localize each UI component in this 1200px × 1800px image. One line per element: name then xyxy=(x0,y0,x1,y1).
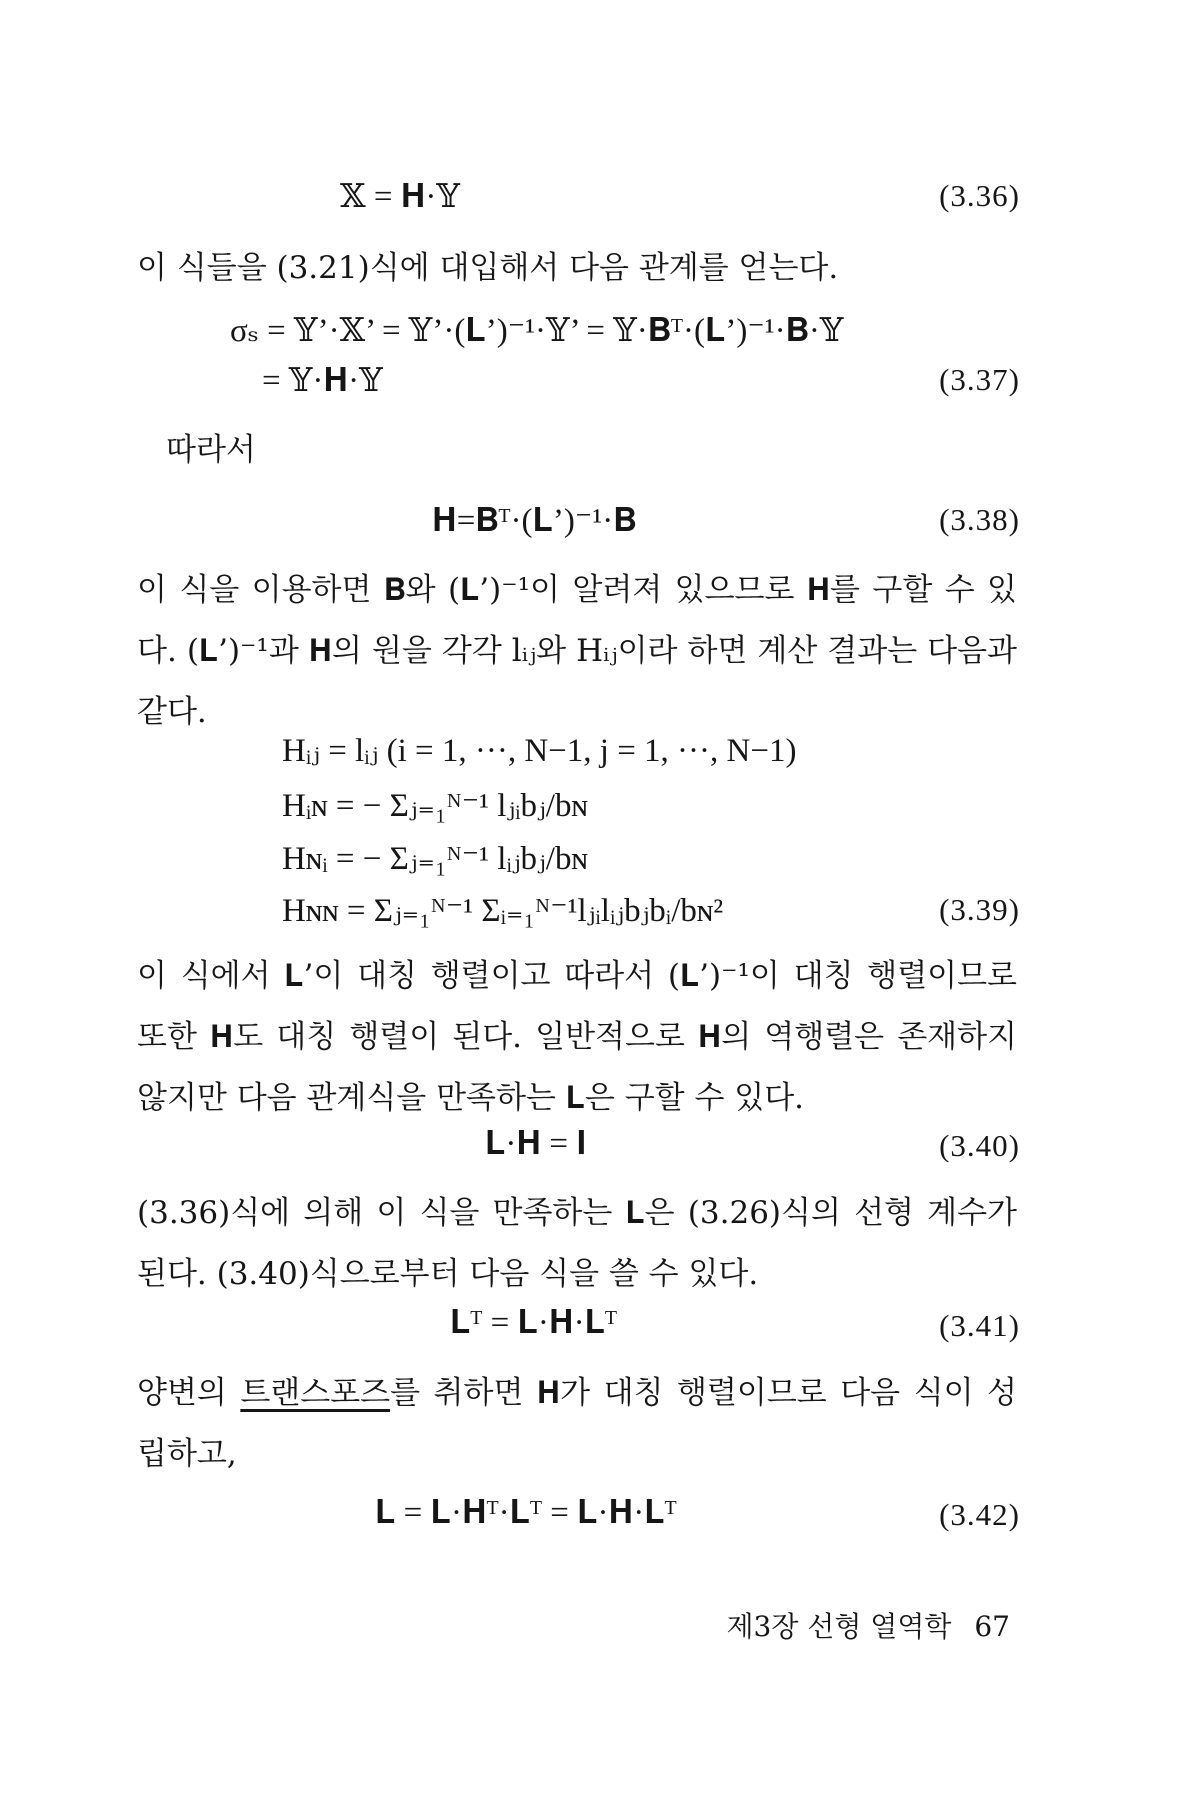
equation-3-40: 𝐋·𝐇 = 𝐈 xyxy=(485,1126,587,1162)
equation-3-39-line-3: Hɴᵢ = − Σⱼ₌₁ᴺ⁻¹ lᵢⱼbⱼ/bɴ xyxy=(282,841,588,877)
paragraph: 이 식들을 (3.21)식에 대입해서 다음 관계를 얻는다. xyxy=(137,250,839,286)
equation-number: (3.39) xyxy=(939,892,1020,927)
equation-3-36: 𝕏 = 𝐇·𝕐 xyxy=(340,179,460,215)
page-footer xyxy=(727,1605,1011,1645)
equation-3-41: 𝐋ᵀ = 𝐋·𝐇·𝐋ᵀ xyxy=(450,1305,617,1341)
equation-3-39-line-4: Hɴɴ = Σⱼ₌₁ᴺ⁻¹ Σᵢ₌₁ᴺ⁻¹lⱼᵢlᵢⱼbⱼbᵢ/bɴ² xyxy=(282,893,724,929)
paragraph: (3.36)식에 의해 이 식을 만족하는 𝐋은 (3.26)식의 선형 계수가 된다. (3.40)식으로부터 다음 식을 쓸 수 있다. xyxy=(137,1195,1017,1292)
paragraph: 이 식에서 𝐋’이 대칭 행렬이고 따라서 (𝐋’)⁻¹이 대칭 행렬이므로 또한 𝐇도 대칭 행렬이 된다. 일반적으로 𝐇의 역행렬은 존재하지 않지만 다음 관계식을 만족하는 𝐋은 구할 수 있다. xyxy=(137,958,1017,1116)
equation-3-39-line-2: Hᵢɴ = − Σⱼ₌₁ᴺ⁻¹ lⱼᵢbⱼ/bɴ xyxy=(282,788,588,824)
equation-3-38: 𝐇=𝐁ᵀ·(𝐋’)⁻¹·𝐁 xyxy=(432,503,637,539)
equation-3-37-line-2: = 𝕐·𝐇·𝕐 xyxy=(262,363,383,399)
equation-3-39-line-1: Hᵢⱼ = lᵢⱼ (i = 1, ···, N−1, j = 1, ···, N−1) xyxy=(282,733,797,769)
chapter-title: 제3장 선형 열역학 xyxy=(726,1610,952,1643)
equation-number: (3.41) xyxy=(939,1308,1020,1343)
equation-number: (3.40) xyxy=(939,1128,1020,1163)
paragraph-text: 를 취하면 𝐇가 대칭 행렬이므로 다음 식이 성립하고, xyxy=(137,1375,1017,1472)
equation-number: (3.37) xyxy=(939,362,1020,397)
equation-3-37-line-1: σₛ = 𝕐’·𝕏’ = 𝕐’·(𝐋’)⁻¹·𝕐’ = 𝕐·𝐁ᵀ·(𝐋’)⁻¹·𝐁·𝕐 xyxy=(230,313,844,349)
paragraph xyxy=(137,1363,1017,1485)
equation-number: (3.42) xyxy=(939,1497,1020,1532)
equation-number: (3.38) xyxy=(939,502,1020,537)
paragraph-text: 양변의 xyxy=(137,1375,241,1411)
paragraph: 이 식을 이용하면 𝐁와 (𝐋’)⁻¹이 알려져 있으므로 𝐇를 구할 수 있다. (𝐋’)⁻¹과 𝐇의 원을 각각 lᵢⱼ와 Hᵢⱼ이라 하면 계산 결과는 다음과 같다. xyxy=(137,572,1017,730)
underlined-term: 트랜스포즈 xyxy=(240,1375,391,1411)
page-number: 67 xyxy=(974,1610,1010,1643)
paragraph: 따라서 xyxy=(166,432,256,468)
equation-number: (3.36) xyxy=(939,178,1020,213)
equation-3-42: 𝐋 = 𝐋·𝐇ᵀ·𝐋ᵀ = 𝐋·𝐇·𝐋ᵀ xyxy=(375,1495,677,1531)
